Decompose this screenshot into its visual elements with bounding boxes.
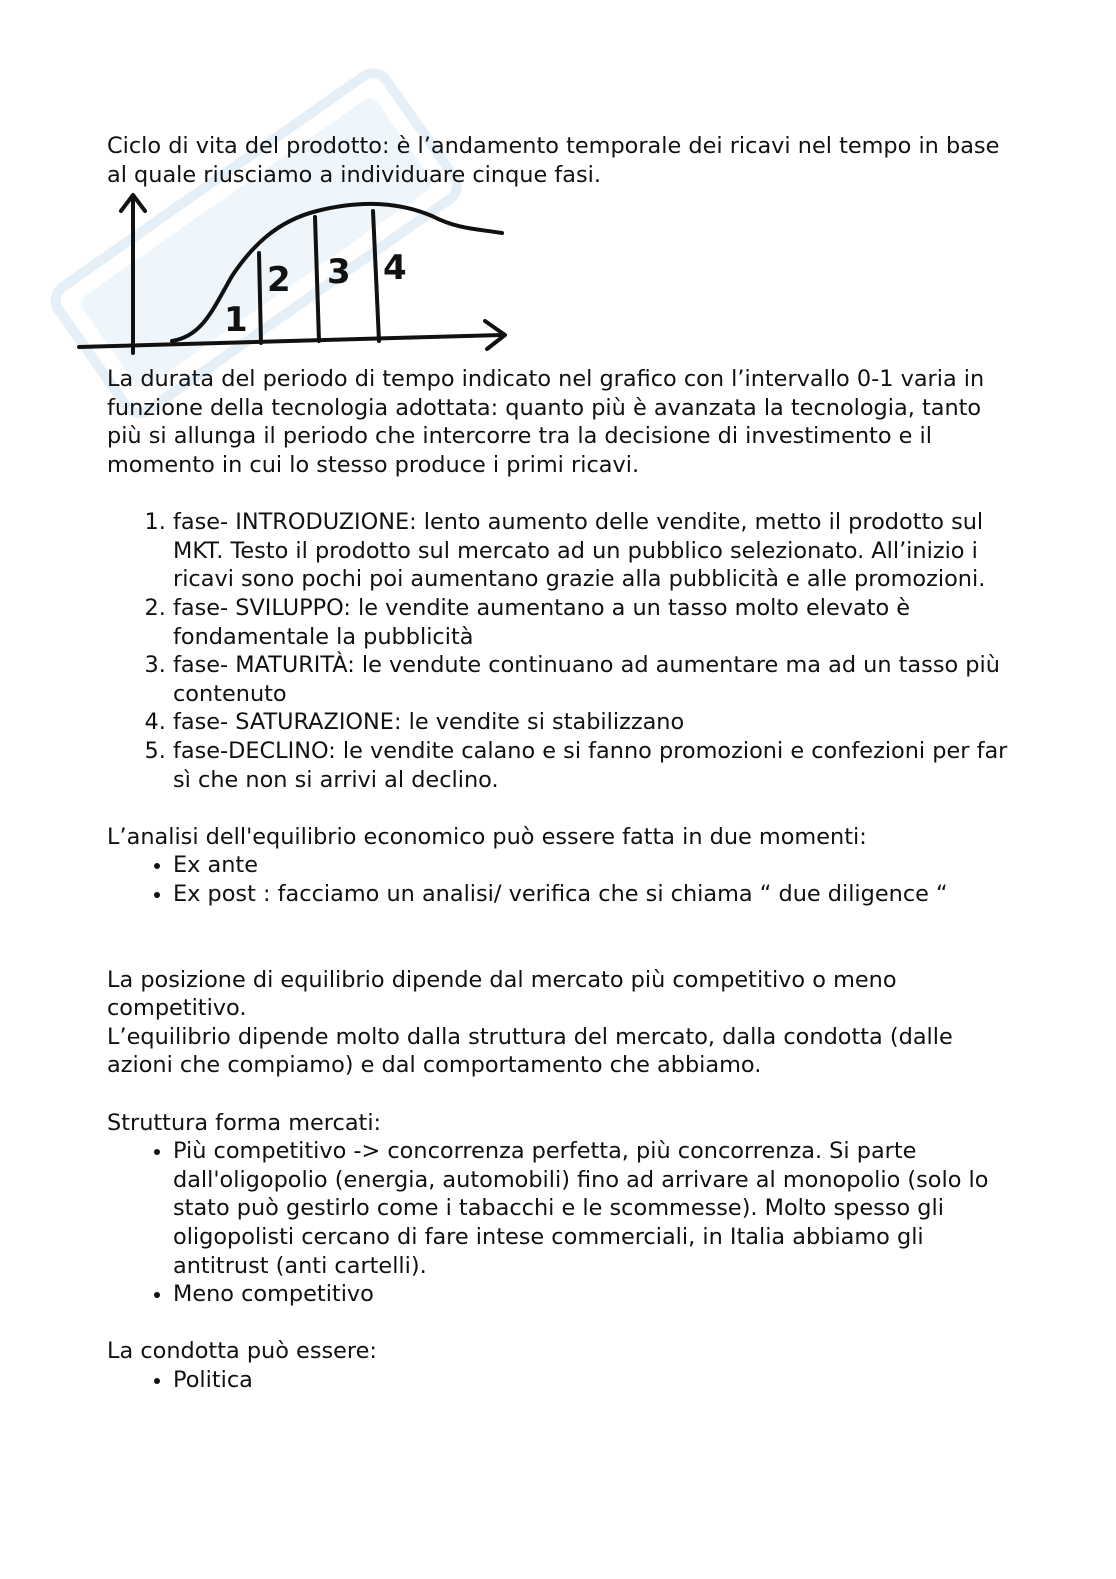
conduct-list [107, 1366, 1017, 1395]
market-structure-heading: Struttura forma mercati: [107, 1109, 382, 1136]
intro-paragraph: Ciclo di vita del prodotto: è l’andamento temporale dei ricavi nel tempo in base al quale riusciamo a individuare cinque fasi. [107, 133, 1000, 188]
list-item: • Meno competitivo [173, 1280, 1017, 1309]
phase-item: 1. fase- INTRODUZIONE: lento aumento delle vendite, metto il prodotto sul MKT. Testo il prodotto sul mercato ad un pubblico selezionato. All’inizio i ricavi sono pochi poi aumentano grazie alla pubblicità e alle promozioni. [173, 508, 1017, 594]
list-item: • Politica [173, 1366, 1017, 1395]
phase-item: 4. fase- SATURAZIONE: le vendite si stabilizzano [173, 708, 1017, 737]
duration-paragraph: La durata del periodo di tempo indicato nel grafico con l’intervallo 0-1 varia in funzione della tecnologia adottata: quanto più è avanzata la tecnologia, tanto più si allunga il periodo che intercorre tra la decisione di investimento e il momento in cui lo stesso produce i primi ricavi. [107, 366, 985, 478]
phase-label-3: 3 [327, 252, 351, 293]
position-paragraph: La posizione di equilibrio dipende dal mercato più competitivo o meno competitivo. [107, 966, 897, 1022]
list-item: • Più competitivo -> concorrenza perfetta, più concorrenza. Si parte dall'oligopolio (energia, automobili) fino ad arrivare al monopolio (solo lo stato può gestirlo come i tabacchi e le scommesse). Molto spesso gli oligopolisti cercano di fare intese commerciali, in Italia abbiamo gli antitrust (anti cartelli). [173, 1137, 1017, 1280]
market-structure-list [107, 1137, 1017, 1309]
conduct-heading: La condotta può essere: [107, 1338, 377, 1365]
product-life-cycle-sketch [77, 191, 517, 359]
x-axis-line [79, 335, 502, 347]
phase-label-2: 2 [267, 260, 291, 301]
structure-paragraph: L’equilibrio dipende molto dalla struttura del mercato, dalla condotta (dalle azioni che compiamo) e dal comportamento che abbiamo. [107, 1023, 953, 1079]
equilibrium-heading: L’analisi dell'equilibrio economico può essere fatta in due momenti: [107, 823, 867, 850]
phase-item: 5. fase-DECLINO: le vendite calano e si fanno promozioni e confezioni per far sì che non si arrivi al declino. [173, 737, 1017, 794]
list-item: • Ex ante [173, 851, 1017, 880]
document-body [107, 132, 1017, 1395]
equilibrium-list [107, 851, 1017, 908]
phase-item: 2. fase- SVILUPPO: le vendite aumentano a un tasso molto elevato è fondamentale la pubblicità [173, 594, 1017, 651]
phases-list [107, 508, 1017, 794]
phase-item: 3. fase- MATURITÀ: le vendute continuano ad aumentare ma ad un tasso più contenuto [173, 651, 1017, 708]
phase-divider-3 [373, 211, 379, 341]
phase-label-1: 1 [224, 300, 248, 341]
phase-divider-2 [315, 217, 319, 341]
phase-divider-1 [259, 253, 261, 343]
list-item: • Ex post : facciamo un analisi/ verifica che si chiama “ due diligence “ [173, 880, 1017, 909]
phase-label-4: 4 [383, 248, 407, 289]
